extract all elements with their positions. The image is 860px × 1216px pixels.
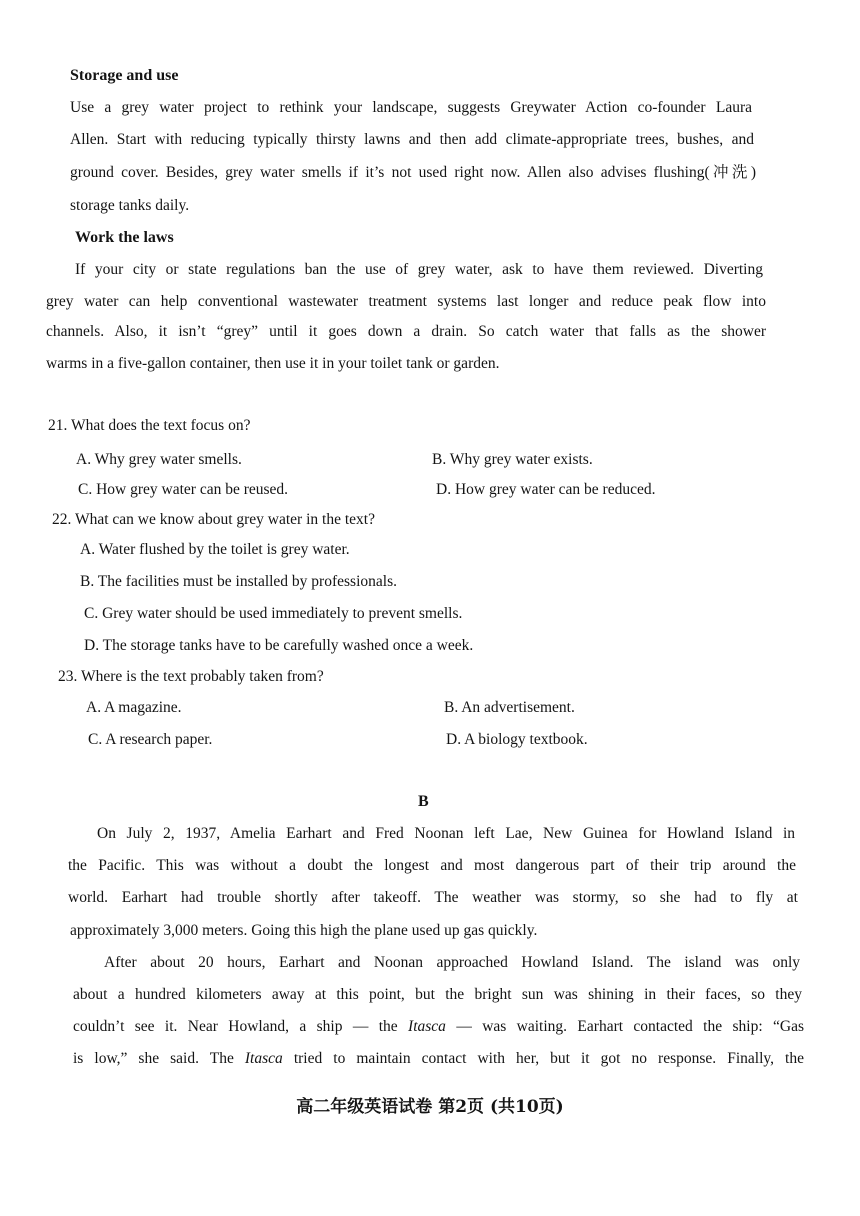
q22-option-a: A. Water flushed by the toilet is grey water. <box>80 541 350 558</box>
q21-option-a: A. Why grey water smells. <box>76 451 242 468</box>
passage-b-p1-line-4: approximately 3,000 meters. Going this high the plane used up gas quickly. <box>70 922 538 939</box>
q22-option-c: C. Grey water should be used immediately to prevent smells. <box>84 605 463 622</box>
question-22: 22. What can we know about grey water in the text? <box>52 511 375 528</box>
storage-line-4: storage tanks daily. <box>70 197 190 214</box>
storage-line-2: Allen. Start with reducing typically thirsty lawns and then add climate-appropriate trees, bushes, and <box>70 131 754 148</box>
passage-b-p1-line-1: On July 2, 1937, Amelia Earhart and Fred Noonan left Lae, New Guinea for Howland Island in <box>97 825 795 842</box>
section-b-title: B <box>418 793 429 810</box>
storage-line-1: Use a grey water project to rethink your landscape, suggests Greywater Action co-founder Laura <box>70 99 752 116</box>
question-23: 23. Where is the text probably taken from? <box>58 668 324 685</box>
q23-option-d: D. A biology textbook. <box>446 731 588 748</box>
question-21: 21. What does the text focus on? <box>48 417 251 434</box>
laws-line-3: channels. Also, it isn’t “grey” until it goes down a drain. So catch water that falls as the shower <box>46 323 766 340</box>
q21-option-d: D. How grey water can be reduced. <box>436 481 656 498</box>
p2-l3-b: — was waiting. Earhart contacted the ship: “Gas <box>445 1018 805 1035</box>
q22-option-b: B. The facilities must be installed by professionals. <box>80 573 397 590</box>
p2-l3-a: couldn’t see it. Near Howland, a ship — the <box>73 1018 409 1035</box>
q23-option-a: A. A magazine. <box>86 699 182 716</box>
passage-b-p1-line-3: world. Earhart had trouble shortly after takeoff. The weather was stormy, so she had to fly at <box>68 889 798 906</box>
section-heading-laws: Work the laws <box>75 229 174 246</box>
q23-option-b: B. An advertisement. <box>444 699 575 716</box>
q22-option-d: D. The storage tanks have to be carefully washed once a week. <box>84 637 474 654</box>
passage-b-p1-line-2: the Pacific. This was without a doubt the longest and most dangerous part of their trip around the <box>68 857 796 874</box>
q21-option-c: C. How grey water can be reused. <box>78 481 289 498</box>
p2-l4-b: tried to maintain contact with her, but it got no response. Finally, the <box>282 1050 804 1067</box>
laws-line-2: grey water can help conventional wastewater treatment systems last longer and reduce peak flow into <box>46 293 766 310</box>
page-footer: 高二年级英语试卷 第2页 (共10页) <box>296 1097 564 1117</box>
passage-b-p2-line-1: After about 20 hours, Earhart and Noonan approached Howland Island. The island was only <box>104 954 800 971</box>
ship-name-itasca-2: Itasca <box>244 1050 283 1067</box>
q23-option-c: C. A research paper. <box>88 731 213 748</box>
storage-line-3: ground cover. Besides, grey water smells if it’s not used right now. Allen also advises flushing(冲洗) <box>70 164 756 181</box>
passage-b-p2-line-3 <box>73 1017 804 1037</box>
q21-option-b: B. Why grey water exists. <box>432 451 593 468</box>
passage-b-p2-line-4 <box>73 1049 804 1069</box>
laws-line-1: If your city or state regulations ban the use of grey water, ask to have them reviewed. Diverting <box>75 261 763 278</box>
p2-l4-a: is low,” she said. The <box>73 1050 245 1067</box>
section-heading-storage: Storage and use <box>70 67 179 84</box>
passage-b-p2-line-2: about a hundred kilometers away at this point, but the bright sun was shining in their faces, so they <box>73 986 802 1003</box>
ship-name-itasca: Itasca <box>408 1018 446 1035</box>
laws-line-4: warms in a five-gallon container, then use it in your toilet tank or garden. <box>46 355 500 372</box>
